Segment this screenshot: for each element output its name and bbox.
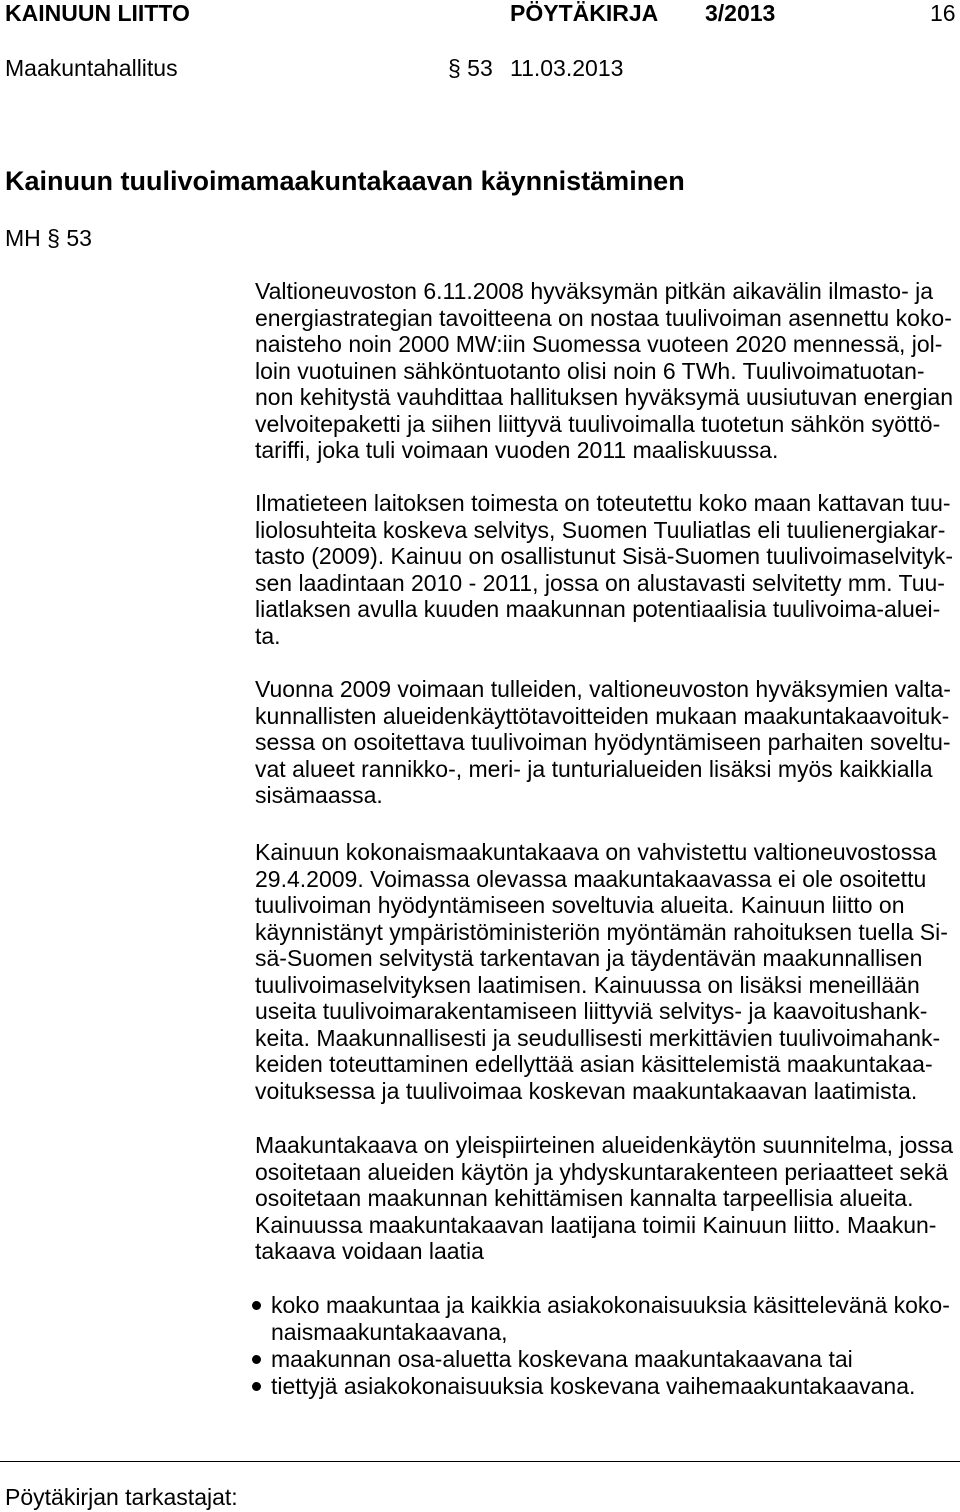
paragraph-line: sessa on osoitettava tuulivoiman hyödyntämiseen parhaiten soveltu- [255,729,951,755]
paragraph-line: useita tuulivoimarakentamiseen liittyviä selvitys- ja kaavoitushank- [255,998,928,1024]
organization-name: KAINUUN LIITTO [5,0,190,26]
bullet-icon [252,1355,261,1364]
document-type: PÖYTÄKIRJA [510,0,659,26]
paragraph-line: energiastrategian tavoitteena on nostaa tuulivoiman asennettu koko- [255,304,952,331]
list-item-line: koko maakuntaa ja kaikkia asiakokonaisuuksia käsittelevänä koko- [271,1292,950,1318]
section-number: § 53 [448,55,493,81]
list-item-line: maakunnan osa-aluetta koskevana maakuntakaavana tai [271,1346,853,1372]
paragraph-line: tuulivoimaselvityksen laatimisen. Kainuussa on lisäksi meneillään [255,971,920,998]
paragraph-line: 29.4.2009. Voimassa olevassa maakuntakaavassa ei ole osoitettu [255,865,927,892]
list-item [271,1292,950,1345]
paragraph-line: käynnistänyt ympäristöministeriön myöntämän rahoituksen tuella Si- [255,918,948,945]
page-title: Kainuun tuulivoimamaakuntakaavan käynnistäminen [5,166,685,196]
paragraph-line: Kainuun kokonaismaakuntakaava on vahvistettu valtioneuvostossa [255,839,937,865]
document-number: 3/2013 [705,0,776,26]
paragraph-line: naisteho noin 2000 MW:iin Suomessa vuoteen 2020 mennessä, jol- [255,331,943,357]
paragraph-line: osoitetaan alueiden käytön ja yhdyskuntarakenteen periaatteet sekä [255,1158,949,1185]
paragraph-line: voituksessa ja tuulivoimaa koskevan maakuntakaavan laatimista. [255,1077,918,1104]
paragraph-line: sä-Suomen selvitystä tarkentavan ja täydentävän maakunnallisen [255,945,923,971]
paragraph-1 [255,278,953,464]
paragraph-line: Ilmatieteen laitoksen toimesta on toteutettu koko maan kattavan tuu- [255,490,951,516]
list-item-line: tiettyjä asiakokonaisuuksia koskevana vaihemaakuntakaavana. [271,1373,916,1399]
paragraph-line: osoitetaan maakunnan kehittämisen kannalta tarpeellisia alueita. [255,1185,914,1211]
paragraph-line: Kainuussa maakuntakaavan laatijana toimii Kainuun liitto. Maakun- [255,1211,937,1238]
paragraph-line: liolosuhteita koskeva selvitys, Suomen Tuuliatlas eli tuulienergiakar- [255,516,946,543]
paragraph-line: keita. Maakunnallisesti ja seudullisesti merkittävien tuulivoimahank- [255,1024,941,1051]
paragraph-line: tuulivoiman hyödyntämiseen soveltuvia alueita. Kainuun liitto on [255,892,905,918]
list-item-line: naismaakuntakaavana, [271,1318,508,1345]
paragraph-3 [255,676,951,809]
list-item [271,1373,915,1400]
paragraph-line: takaava voidaan laatia [255,1238,484,1264]
paragraph-4 [255,839,948,1104]
paragraph-line: ta. [255,622,281,649]
paragraph-line: keiden toteuttaminen edellyttää asian käsittelemistä maakuntakaa- [255,1051,933,1077]
paragraph-line: Vuonna 2009 voimaan tulleiden, valtioneuvoston hyväksymien valta- [255,676,951,702]
governing-body: Maakuntahallitus [5,55,178,81]
paragraph-line: Valtioneuvoston 6.11.2008 hyväksymän pitkän aikavälin ilmasto- ja [255,278,934,304]
page-number: 16 [930,0,956,26]
list-item [271,1346,853,1373]
paragraph-line: sen laadintaan 2010 - 2011, jossa on alustavasti selvitetty mm. Tuu- [255,569,945,596]
paragraph-line: velvoitepaketti ja siihen liittyvä tuulivoimalla tuotetun sähkön syöttö- [255,410,941,437]
paragraph-2 [255,490,953,649]
paragraph-line: kunnallisten alueidenkäyttötavoitteiden mukaan maakuntakaavoituk- [255,702,950,729]
paragraph-line: sisämaassa. [255,782,383,808]
section-reference: MH § 53 [5,225,92,251]
bullet-icon [252,1382,261,1391]
meeting-date: 11.03.2013 [510,55,624,81]
footer-divider [0,1461,960,1462]
bullet-icon [252,1301,261,1310]
paragraph-line: loin vuotuinen sähköntuotanto olisi noin 6 TWh. Tuulivoimatuotan- [255,357,925,384]
paragraph-line: non kehitystä vauhdittaa hallituksen hyväksymä uusiutuvan energian [255,384,954,410]
paragraph-line: tasto (2009). Kainuu on osallistunut Sisä-Suomen tuulivoimaselvityk- [255,543,954,569]
paragraph-line: Maakuntakaava on yleispiirteinen alueidenkäytön suunnitelma, jossa [255,1132,954,1158]
footer-reviewers-label: Pöytäkirjan tarkastajat: [5,1484,238,1510]
paragraph-5 [255,1132,953,1265]
paragraph-line: tariffi, joka tuli voimaan vuoden 2011 maaliskuussa. [255,437,779,463]
paragraph-line: liatlaksen avulla kuuden maakunnan potentiaalisia tuulivoima-aluei- [255,596,941,622]
paragraph-line: vat alueet rannikko-, meri- ja tunturialueiden lisäksi myös kaikkialla [255,755,933,782]
